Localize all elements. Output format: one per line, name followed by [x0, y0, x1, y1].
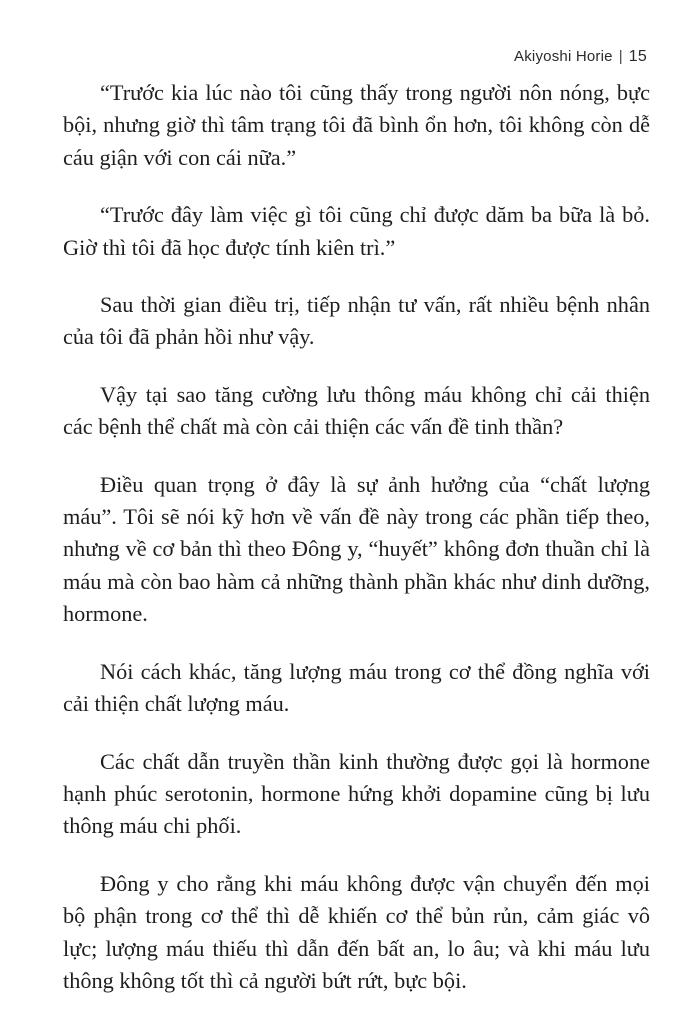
running-header: [514, 48, 647, 66]
header-separator: |: [618, 48, 623, 65]
paragraph-oriental-medicine: Đông y cho rằng khi máu không được vận chuyển đến mọi bộ phận trong cơ thể thì dễ khiến cơ thể bủn rủn, cảm giác vô lực; lượng máu thiếu thì dẫn đến bất an, lo âu; và khi máu lưu thông không tốt thì cả người bứt rứt, bực bội.: [63, 870, 650, 993]
paragraph-quote-2: “Trước đây làm việc gì tôi cũng chỉ được dăm ba bữa là bỏ. Giờ thì tôi đã học được tính kiên trì.”: [63, 202, 650, 260]
paragraph-question: Vậy tại sao tăng cường lưu thông máu không chỉ cải thiện các bệnh thể chất mà còn cải thiện các vấn đề tinh thần?: [63, 381, 650, 440]
paragraph-blood-quality: Điều quan trọng ở đây là sự ảnh hưởng của “chất lượng máu”. Tôi sẽ nói kỹ hơn về vấn đề này trong các phần tiếp theo, nhưng về cơ bản thì theo Đông y, “huyết” không đơn thuần chỉ là máu mà còn bao hàm cả những thành phần khác như dinh dưỡng, hormone.: [63, 471, 650, 627]
paragraph-quote-1: “Trước kia lúc nào tôi cũng thấy trong người nôn nóng, bực bội, nhưng giờ thì tâm trạng tôi đã bình ổn hơn, tôi không còn dễ cáu giận với con cái nữa.”: [63, 80, 650, 170]
paragraph-neurotransmitters: Các chất dẫn truyền thần kinh thường được gọi là hormone hạnh phúc serotonin, hormone hứng khởi dopamine cũng bị lưu thông máu chi phối.: [63, 748, 650, 839]
paragraph-in-other-words: Nói cách khác, tăng lượng máu trong cơ thể đồng nghĩa với cải thiện chất lượng máu.: [63, 658, 650, 717]
page-number: 15: [628, 48, 647, 65]
paragraph-patient-feedback: Sau thời gian điều trị, tiếp nhận tư vấn, rất nhiều bệnh nhân của tôi đã phản hồi như vậy.: [63, 292, 650, 350]
author-name: Akiyoshi Horie: [514, 48, 613, 65]
body-text: [63, 77, 650, 997]
